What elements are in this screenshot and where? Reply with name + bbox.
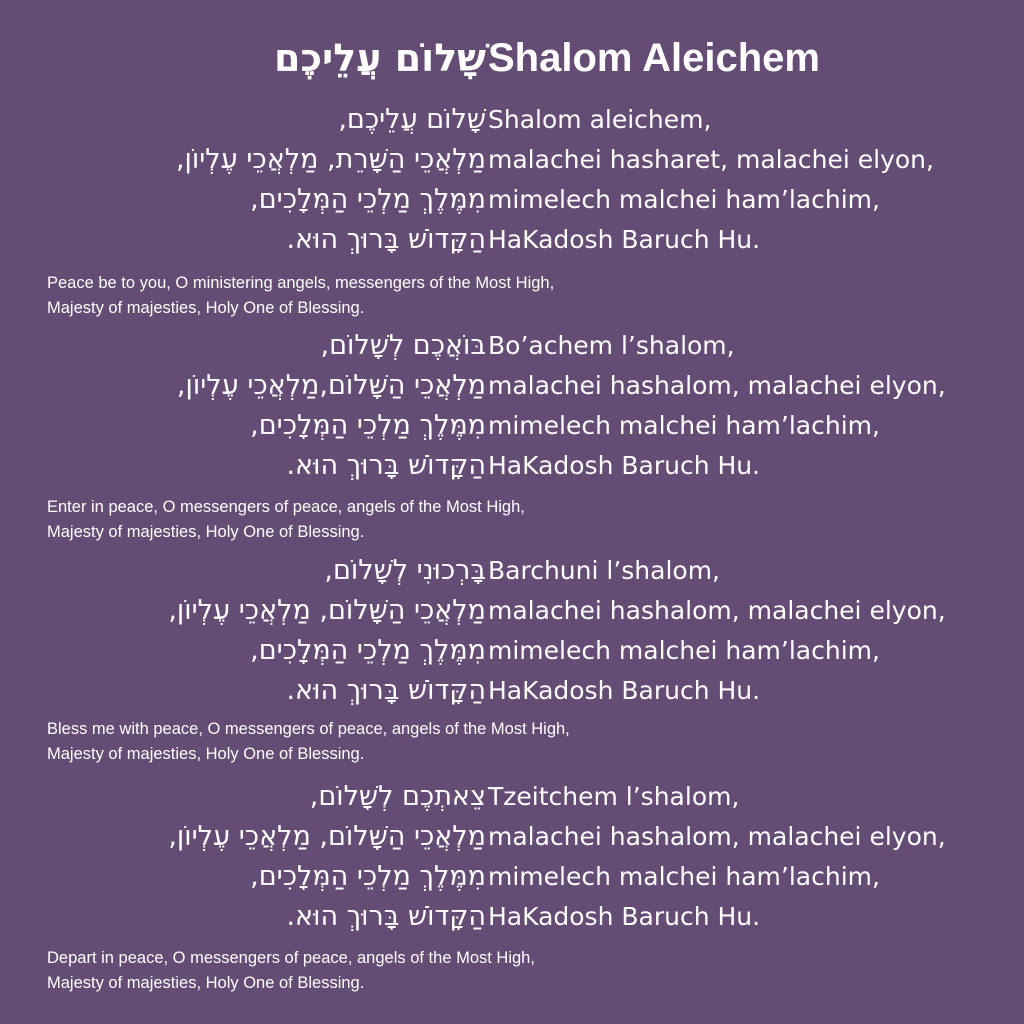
translation-2 (47, 495, 747, 545)
translation-line: Majesty of majesties, Holy One of Blessing. (47, 974, 365, 992)
transliteration-text: Tzeitchem l’shalom, (488, 782, 740, 811)
verse-line (0, 897, 1024, 937)
translation-line: Depart in peace, O messengers of peace, angels of the Most High, (47, 949, 535, 967)
hebrew-text: צֵאתְכֶם לְשָׁלוֹם, (309, 781, 486, 812)
translation-line: Bless me with peace, O messengers of peace, angels of the Most High, (47, 720, 570, 738)
verse-line (0, 326, 1024, 366)
transliteration-text: malachei hashalom, malachei elyon, (488, 822, 946, 851)
page-title-english: Shalom Aleichem (488, 36, 820, 80)
hebrew-text: בּוֹאֲכֶם לְשָׁלוֹם, (320, 330, 486, 361)
stanza-2 (0, 326, 1024, 486)
verse-line (0, 591, 1024, 631)
translation-3 (47, 717, 747, 767)
transliteration-text: HaKadosh Baruch Hu. (488, 902, 761, 931)
stanza-4 (0, 777, 1024, 937)
stanza-3 (0, 551, 1024, 711)
verse-line (0, 180, 1024, 220)
transliteration-text: malachei hasharet, malachei elyon, (488, 145, 934, 174)
hebrew-text: מִמֶּלֶךְ מַלְכֵי הַמְּלָכִים, (250, 635, 486, 666)
verse-line (0, 671, 1024, 711)
translation-line: Majesty of majesties, Holy One of Blessing. (47, 299, 365, 317)
translation-line: Majesty of majesties, Holy One of Blessing. (47, 745, 365, 763)
translation-line: Majesty of majesties, Holy One of Blessing. (47, 523, 365, 541)
transliteration-text: HaKadosh Baruch Hu. (488, 676, 761, 705)
transliteration-text: HaKadosh Baruch Hu. (488, 225, 761, 254)
verse-line (0, 140, 1024, 180)
verse-line (0, 366, 1024, 406)
hebrew-text: מִמֶּלֶךְ מַלְכֵי הַמְּלָכִים, (250, 861, 486, 892)
verse-line (0, 220, 1024, 260)
hebrew-text: הַקָּדוֹשׁ בָּרוּךְ הוּא. (286, 224, 486, 255)
translation-line: Peace be to you, O ministering angels, messengers of the Most High, (47, 274, 555, 292)
hebrew-text: מַלְאֲכֵי הַשָּׁרֵת, מַלְאֲכֵי עֶלְיוֹן, (175, 144, 486, 175)
transliteration-text: Bo’achem l’shalom, (488, 331, 735, 360)
page-title (0, 30, 1024, 86)
hebrew-text: מַלְאֲכֵי הַשָּׁלוֹם,מַלְאֲכֵי עֶלְיוֹן, (176, 370, 486, 401)
hebrew-text: הַקָּדוֹשׁ בָּרוּךְ הוּא. (286, 675, 486, 706)
hebrew-text: מִמֶּלֶךְ מַלְכֵי הַמְּלָכִים, (250, 410, 486, 441)
transliteration-text: Shalom aleichem, (488, 105, 712, 134)
verse-line (0, 631, 1024, 671)
verse-line (0, 777, 1024, 817)
hebrew-text: בָּרְכוּנִי לְשָׁלוֹם, (324, 555, 486, 586)
transliteration-text: mimelech malchei ham’lachim, (488, 862, 880, 891)
page-title-hebrew: שָׁלוֹם עֲלֵיכֶם (274, 36, 486, 80)
verse-line (0, 857, 1024, 897)
hebrew-text: מַלְאֲכֵי הַשָּׁלוֹם, מַלְאֲכֵי עֶלְיוֹן, (168, 821, 486, 852)
hebrew-text: מַלְאֲכֵי הַשָּׁלוֹם, מַלְאֲכֵי עֶלְיוֹן, (168, 595, 486, 626)
verse-line (0, 406, 1024, 446)
translation-4 (47, 946, 747, 996)
transliteration-text: HaKadosh Baruch Hu. (488, 451, 761, 480)
stanza-1 (0, 100, 1024, 260)
verse-line (0, 446, 1024, 486)
verse-line (0, 551, 1024, 591)
transliteration-text: mimelech malchei ham’lachim, (488, 185, 880, 214)
hebrew-text: שָׁלוֹם עֲלֵיכֶם, (338, 104, 486, 135)
transliteration-text: mimelech malchei ham’lachim, (488, 411, 880, 440)
hebrew-text: הַקָּדוֹשׁ בָּרוּךְ הוּא. (286, 450, 486, 481)
verse-line (0, 100, 1024, 140)
transliteration-text: malachei hashalom, malachei elyon, (488, 371, 946, 400)
transliteration-text: mimelech malchei ham’lachim, (488, 636, 880, 665)
translation-1 (47, 271, 747, 321)
verse-line (0, 817, 1024, 857)
translation-line: Enter in peace, O messengers of peace, angels of the Most High, (47, 498, 525, 516)
transliteration-text: malachei hashalom, malachei elyon, (488, 596, 946, 625)
transliteration-text: Barchuni l’shalom, (488, 556, 720, 585)
hebrew-text: הַקָּדוֹשׁ בָּרוּךְ הוּא. (286, 901, 486, 932)
hebrew-text: מִמֶּלֶךְ מַלְכֵי הַמְּלָכִים, (250, 184, 486, 215)
